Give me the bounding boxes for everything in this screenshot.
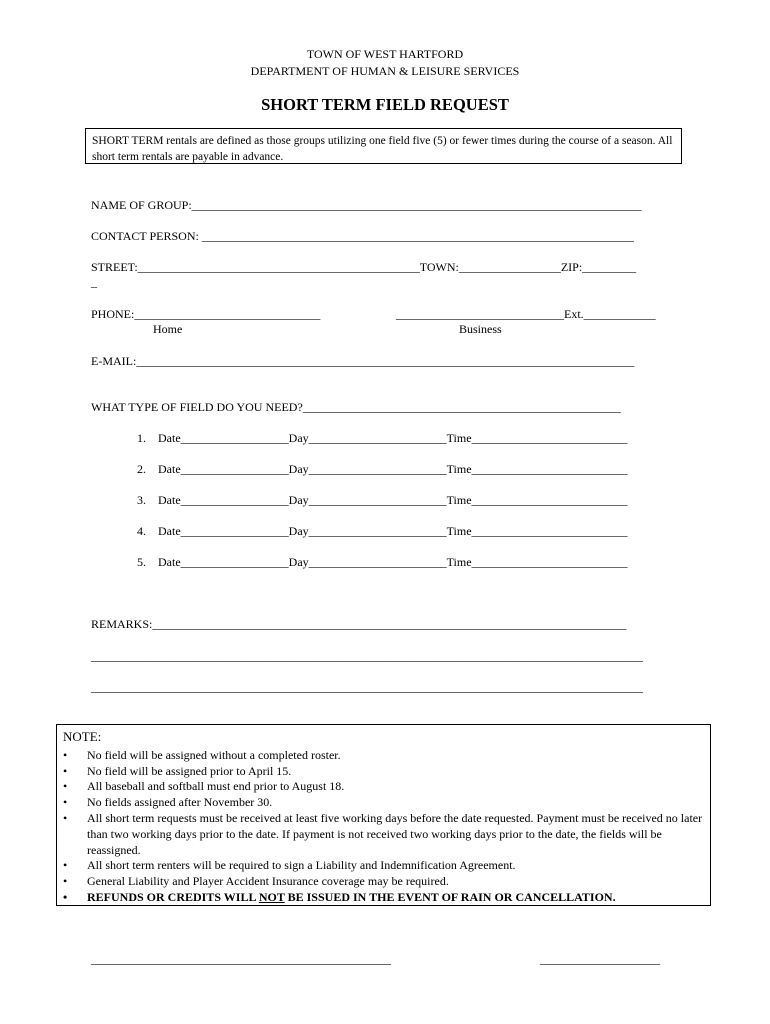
name-of-group-field[interactable]: NAME OF GROUP:___________________________________________________________________________	[91, 198, 642, 212]
org-name: TOWN OF WEST HARTFORD	[306, 47, 464, 61]
definition-text: SHORT TERM rentals are defined as those groups utilizing one field five (5) or fewer times during the course of a season. All short term rentals are payable in advance.	[92, 135, 673, 163]
note-item	[63, 874, 706, 890]
note-item	[63, 764, 706, 780]
bullet-icon: •	[63, 874, 68, 889]
notes-list	[63, 748, 706, 906]
note-item	[63, 795, 706, 811]
bullet-icon: •	[63, 858, 68, 873]
note-text: General Liability and Player Accident Insurance coverage may be required.	[87, 874, 449, 889]
street-town-zip-field[interactable]: STREET:_______________________________________________TOWN:_________________ZIP:_________	[91, 260, 637, 274]
email-field[interactable]: E-MAIL:___________________________________________________________________________________	[91, 354, 635, 368]
note-text: All baseball and softball must end prior to August 18.	[87, 779, 345, 794]
note-item	[63, 748, 706, 764]
street-continuation: _	[91, 275, 97, 289]
note-title: NOTE:	[63, 729, 102, 744]
definition-box	[85, 128, 682, 164]
bullet-icon: •	[63, 779, 68, 794]
home-label: Home	[153, 322, 183, 336]
remarks-line[interactable]: ____________________________________________________________________________________________	[91, 680, 643, 694]
schedule-row[interactable]: Date__________________Day_______________________Time__________________________	[158, 555, 628, 569]
signature-line[interactable]: __________________________________________________	[91, 952, 391, 966]
schedule-number: 4.	[137, 524, 146, 538]
schedule-number: 5.	[137, 555, 146, 569]
contact-person-field[interactable]: CONTACT PERSON: ________________________________________________________________________	[91, 229, 634, 243]
note-text: All short term renters will be required to sign a Liability and Indemnification Agreement.	[87, 858, 516, 873]
refund-text-post: BE ISSUED IN THE EVENT OF RAIN OR CANCELLATION.	[284, 889, 616, 904]
schedule-row[interactable]: Date__________________Day_______________________Time__________________________	[158, 493, 628, 507]
field-type-field[interactable]: WHAT TYPE OF FIELD DO YOU NEED?_____________________________________________________	[91, 400, 621, 414]
refund-text-not: NOT	[258, 889, 285, 904]
note-text: All short term requests must be received at least five working days before the date requested. Payment must be received no later than two working days prior to the date. If payment is not received two working days prior to the date, the fields will be reassigned.	[87, 810, 703, 857]
schedule-number: 2.	[137, 462, 146, 476]
note-text: No fields assigned after November 30.	[87, 795, 273, 810]
schedule-number: 3.	[137, 493, 146, 507]
refund-notice	[63, 890, 706, 906]
remarks-field[interactable]: REMARKS:_______________________________________________________________________________	[91, 617, 627, 631]
phone-home-field[interactable]: PHONE:_______________________________	[91, 307, 321, 321]
notes-box	[56, 724, 711, 906]
bullet-icon: •	[63, 795, 68, 810]
note-item	[63, 811, 706, 858]
bullet-icon: •	[63, 889, 68, 904]
department-name: DEPARTMENT OF HUMAN & LEISURE SERVICES	[250, 64, 520, 78]
schedule-row[interactable]: Date__________________Day_______________________Time__________________________	[158, 462, 628, 476]
date-line[interactable]: ____________________	[540, 952, 660, 966]
bullet-icon: •	[63, 747, 68, 762]
phone-business-field[interactable]: ____________________________Ext.____________	[396, 307, 656, 321]
form-title: SHORT TERM FIELD REQUEST	[261, 95, 509, 114]
note-text: No field will be assigned prior to April 15.	[87, 763, 292, 778]
schedule-number: 1.	[137, 431, 146, 445]
note-item	[63, 779, 706, 795]
business-label: Business	[459, 322, 502, 336]
note-item	[63, 858, 706, 874]
remarks-line[interactable]: ____________________________________________________________________________________________	[91, 649, 643, 663]
schedule-row[interactable]: Date__________________Day_______________________Time__________________________	[158, 524, 628, 538]
bullet-icon: •	[63, 763, 68, 778]
schedule-row[interactable]: Date__________________Day_______________________Time__________________________	[158, 431, 628, 445]
note-text: No field will be assigned without a completed roster.	[87, 747, 341, 762]
bullet-icon: •	[63, 810, 68, 825]
refund-text-pre: REFUNDS OR CREDITS WILL	[87, 889, 259, 904]
